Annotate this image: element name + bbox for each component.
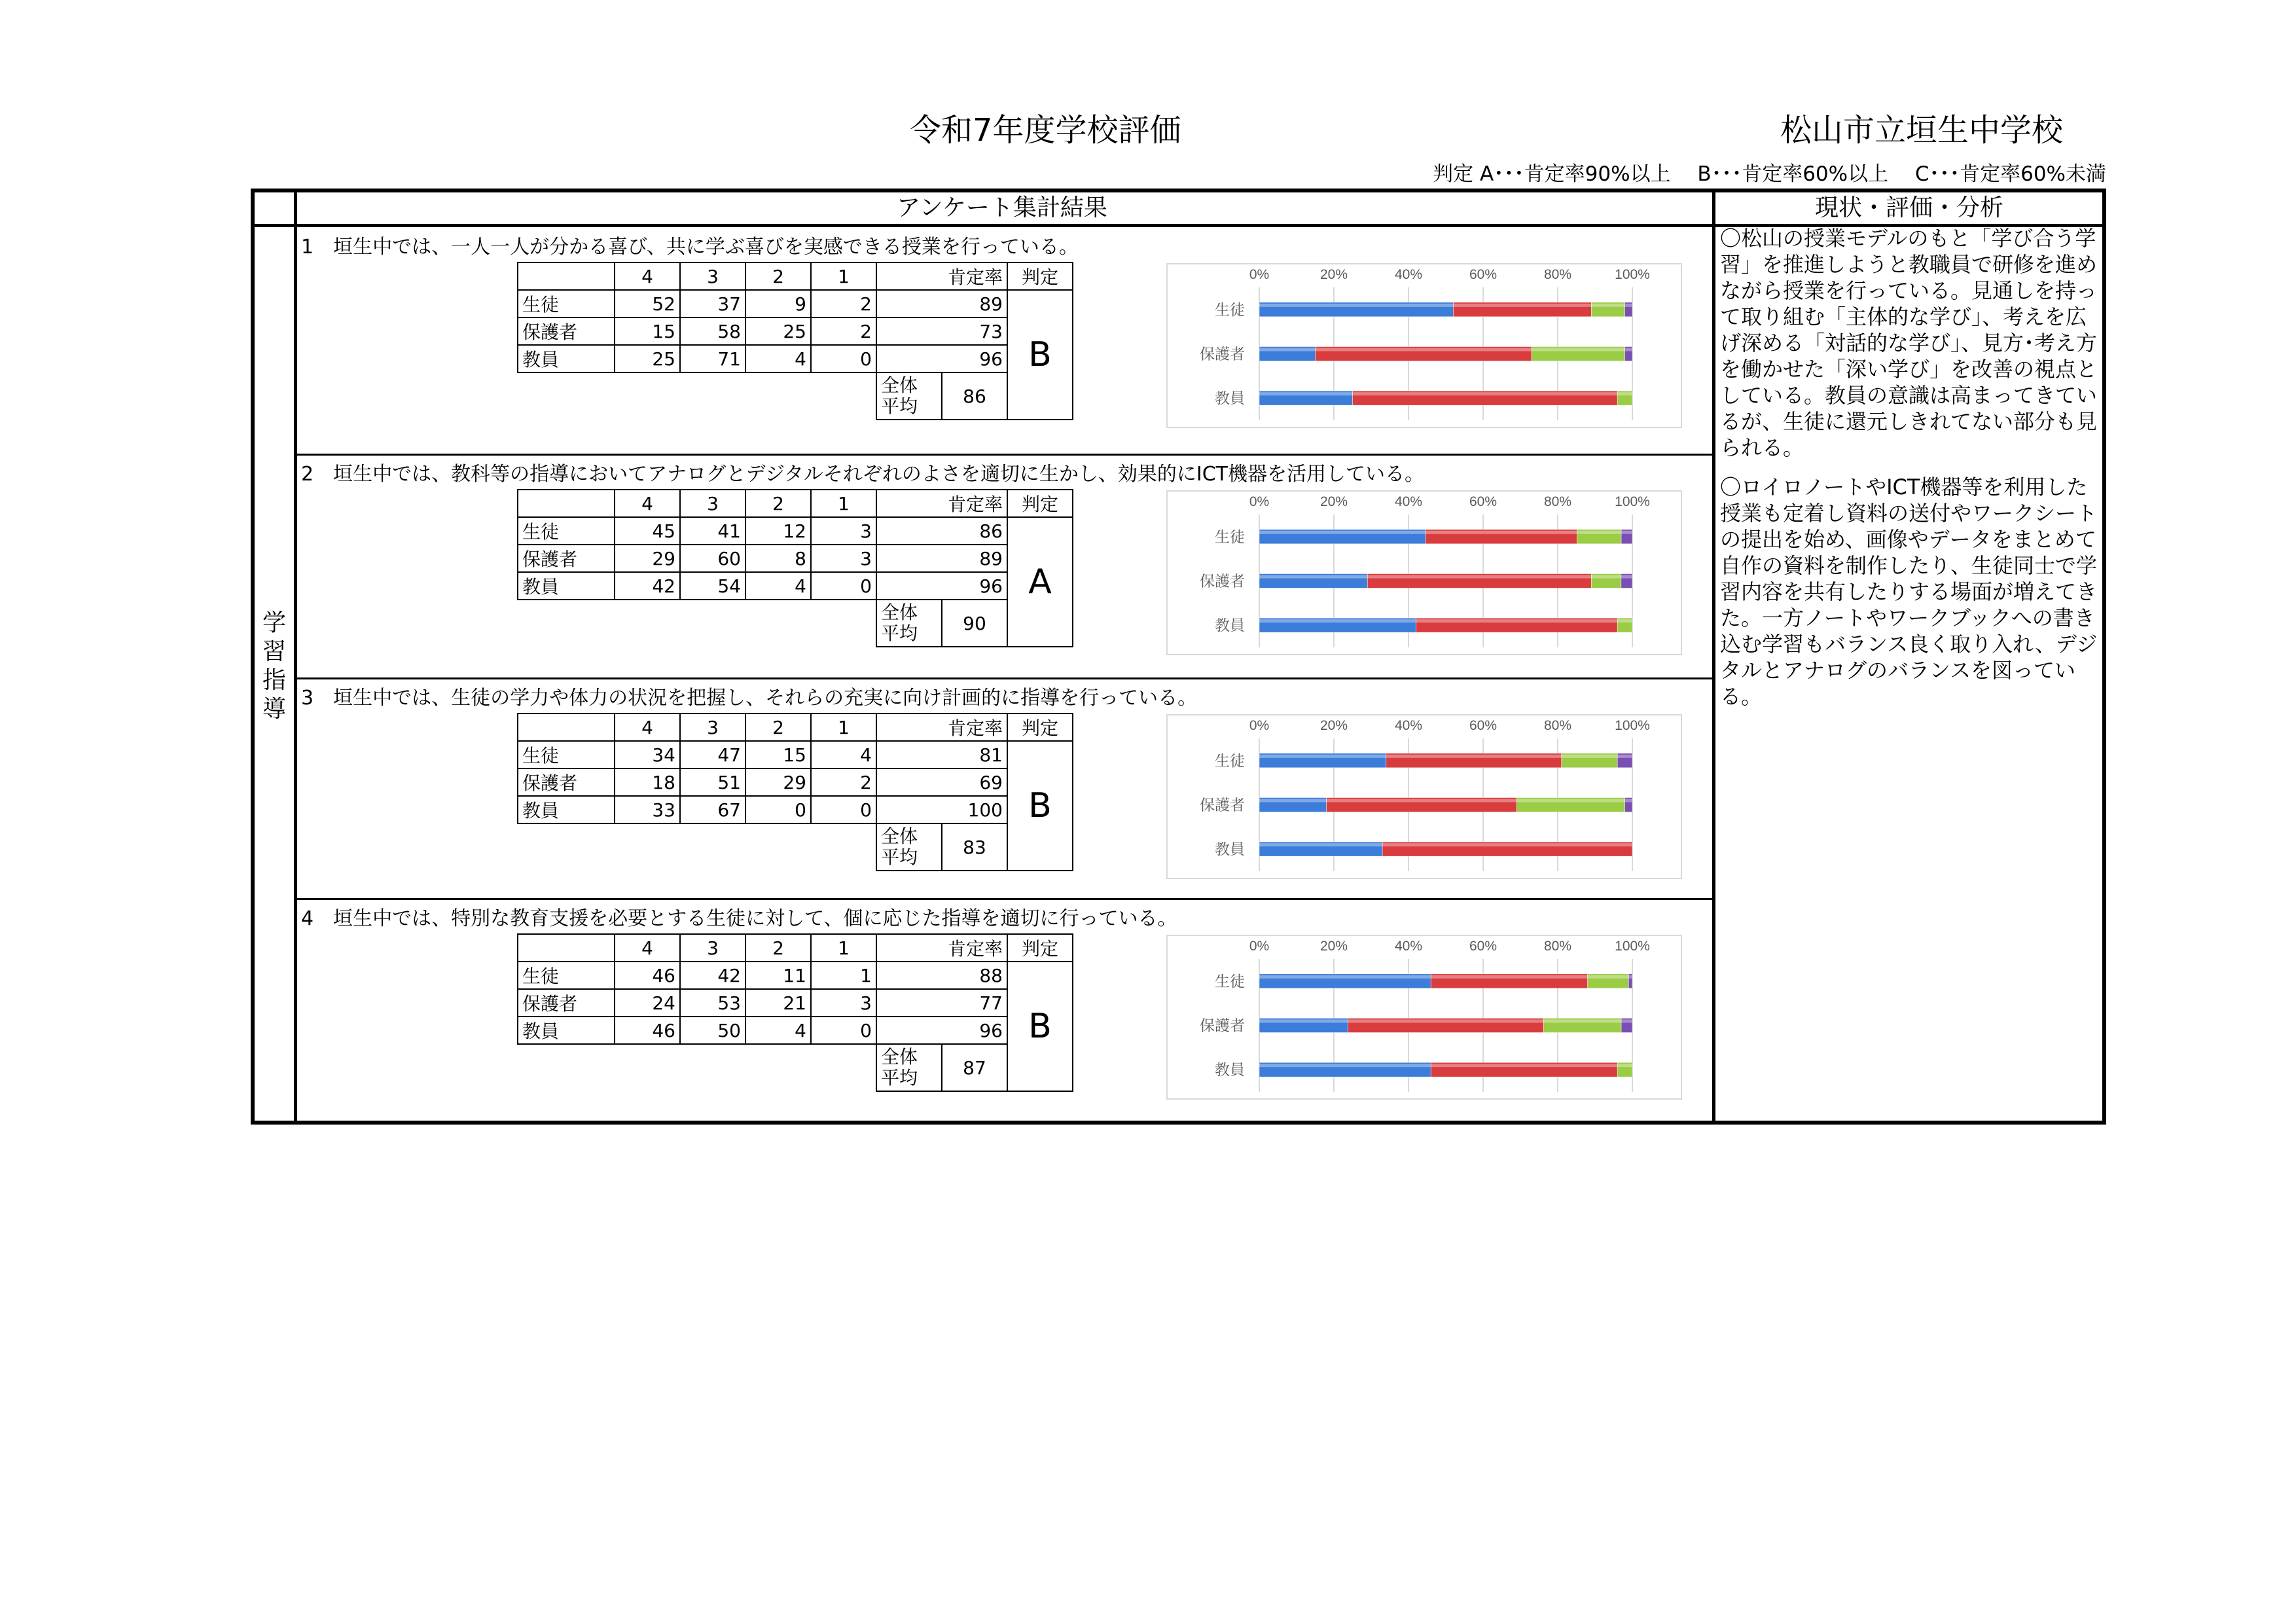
- score-cell: 37: [680, 290, 745, 317]
- average-label-line: 全体: [881, 374, 918, 396]
- category-label-text: [254, 609, 295, 724]
- empty-cell: [876, 796, 942, 823]
- score-cell: 12: [745, 517, 811, 545]
- score-header: 3: [680, 490, 745, 517]
- empty-cell: [876, 572, 942, 600]
- rate-cell: 89: [942, 545, 1007, 572]
- respondent-label: 教員: [518, 572, 615, 600]
- chart-svg: [1168, 715, 1683, 880]
- category-char: 習: [262, 638, 286, 665]
- x-tick-label: 0%: [1249, 267, 1270, 282]
- respondent-label: 生徒: [518, 290, 615, 317]
- bar-highlight: [1617, 1064, 1632, 1067]
- table-row: [518, 962, 1073, 989]
- score-cell: 4: [745, 572, 811, 600]
- x-tick-label: 80%: [1543, 494, 1572, 509]
- bar-highlight: [1625, 304, 1632, 307]
- score-cell: 2: [811, 290, 876, 317]
- table-row: [518, 768, 1073, 796]
- x-tick-label: 100%: [1615, 718, 1650, 733]
- category-label: 保護者: [1200, 573, 1245, 590]
- x-tick-label: 60%: [1469, 939, 1498, 954]
- average-value: 90: [942, 600, 1007, 647]
- bar-highlight: [1591, 575, 1621, 579]
- x-tick-label: 100%: [1615, 939, 1650, 954]
- category-label: 教員: [1215, 1062, 1245, 1079]
- category-label: 保護者: [1200, 1017, 1245, 1035]
- bar-highlight: [1259, 1020, 1348, 1023]
- score-cell: 18: [615, 768, 680, 796]
- table-row: [518, 1017, 1073, 1044]
- respondent-label: 保護者: [518, 768, 615, 796]
- score-header: 1: [811, 262, 876, 290]
- x-tick-label: 40%: [1394, 939, 1423, 954]
- x-tick-label: 80%: [1543, 267, 1572, 282]
- average-label: [876, 372, 942, 420]
- score-header: 2: [745, 934, 811, 962]
- score-cell: 58: [680, 317, 745, 345]
- score-cell: 15: [745, 741, 811, 768]
- score-cell: 42: [680, 962, 745, 989]
- survey-results-header: アンケート集計結果: [897, 194, 1107, 221]
- average-label-line: 平均: [881, 846, 918, 868]
- score-cell: 33: [615, 796, 680, 823]
- table-row: [518, 989, 1073, 1017]
- x-tick-label: 0%: [1249, 494, 1270, 509]
- grade-cell: B: [1007, 962, 1073, 1091]
- score-cell: 3: [811, 545, 876, 572]
- score-cell: 50: [680, 1017, 745, 1044]
- empty-cell: [876, 262, 942, 290]
- empty-cell: [518, 823, 876, 871]
- x-tick-label: 60%: [1469, 494, 1498, 509]
- section-divider: [296, 677, 1713, 679]
- bar-highlight: [1259, 1064, 1431, 1067]
- empty-cell: [876, 490, 942, 517]
- score-cell: 46: [615, 962, 680, 989]
- x-tick-label: 80%: [1543, 939, 1572, 954]
- page-title: 令和7年度学校評価: [910, 112, 1181, 149]
- x-tick-label: 40%: [1394, 494, 1423, 509]
- bar-highlight: [1259, 755, 1386, 758]
- bar-highlight: [1259, 392, 1353, 395]
- rate-cell: 81: [942, 741, 1007, 768]
- rate-header: 肯定率: [942, 262, 1007, 290]
- bar-highlight: [1259, 975, 1431, 979]
- stats-header-row: [518, 490, 1073, 517]
- x-tick-label: 40%: [1394, 718, 1423, 733]
- empty-cell: [876, 741, 942, 768]
- average-value: 83: [942, 823, 1007, 871]
- bar-highlight: [1625, 348, 1632, 352]
- respondent-label: 生徒: [518, 741, 615, 768]
- category-label: 教員: [1215, 390, 1245, 408]
- average-label-line: 平均: [881, 1067, 918, 1089]
- score-cell: 52: [615, 290, 680, 317]
- respondent-label: 生徒: [518, 962, 615, 989]
- bar-highlight: [1617, 392, 1632, 395]
- empty-cell: [876, 989, 942, 1017]
- bar-highlight: [1259, 575, 1367, 579]
- category-label: 生徒: [1215, 301, 1245, 319]
- category-label: 保護者: [1200, 346, 1245, 363]
- grade-header: 判定: [1007, 713, 1073, 741]
- table-row: [518, 345, 1073, 372]
- average-label: [876, 823, 942, 871]
- bar-highlight: [1588, 975, 1629, 979]
- x-tick-label: 0%: [1249, 939, 1270, 954]
- stacked-bar-chart: [1166, 935, 1682, 1100]
- empty-cell: [518, 1044, 876, 1091]
- stacked-bar-chart: [1166, 263, 1682, 428]
- score-header: 2: [745, 262, 811, 290]
- rate-header: 肯定率: [942, 490, 1007, 517]
- category-label: 保護者: [1200, 797, 1245, 814]
- bar-highlight: [1259, 531, 1426, 534]
- bar-highlight: [1426, 531, 1577, 534]
- score-cell: 0: [811, 796, 876, 823]
- category-label: 生徒: [1215, 752, 1245, 770]
- bar-highlight: [1259, 799, 1327, 803]
- survey-section: [296, 901, 1713, 1117]
- table-row: [518, 545, 1073, 572]
- score-cell: 0: [811, 572, 876, 600]
- empty-cell: [518, 490, 615, 517]
- bar-highlight: [1577, 531, 1621, 534]
- bar-highlight: [1259, 348, 1316, 352]
- score-cell: 51: [680, 768, 745, 796]
- grade-cell: A: [1007, 517, 1073, 647]
- average-label-line: 平均: [881, 395, 918, 417]
- table-row: [518, 572, 1073, 600]
- stacked-bar-chart: [1166, 490, 1682, 655]
- score-cell: 54: [680, 572, 745, 600]
- x-tick-label: 20%: [1319, 718, 1348, 733]
- score-cell: 29: [615, 545, 680, 572]
- x-tick-label: 80%: [1543, 718, 1572, 733]
- category-label: [254, 609, 295, 724]
- score-cell: 15: [615, 317, 680, 345]
- score-header: 4: [615, 262, 680, 290]
- empty-cell: [518, 372, 876, 420]
- bar-highlight: [1431, 1064, 1617, 1067]
- empty-cell: [518, 713, 615, 741]
- score-cell: 25: [745, 317, 811, 345]
- survey-section: [296, 229, 1713, 445]
- table-row: [518, 517, 1073, 545]
- analysis-paragraph: 〇松山の授業モデルのもと「学び合う学習」を推進しようと教職員で研修を進めながら授業を行っている。見通しを持って取り組む「主体的な学び」、考えを広げ深める「対話的な学び」、見方･考え方を働かせた「深い学び」を改善の視点としている。教員の意識は高まってきているが、生徒に還元しきれてない部分も見られる。: [1720, 226, 2098, 460]
- bar-highlight: [1621, 531, 1632, 534]
- rate-header: 肯定率: [942, 934, 1007, 962]
- stats-table: [517, 933, 1073, 1092]
- score-cell: 1: [811, 962, 876, 989]
- category-label: 教員: [1215, 841, 1245, 859]
- bar-highlight: [1259, 843, 1382, 846]
- rate-cell: 96: [942, 572, 1007, 600]
- bar-highlight: [1453, 304, 1591, 307]
- bar-highlight: [1259, 619, 1416, 623]
- chart-svg: [1168, 936, 1683, 1101]
- respondent-label: 教員: [518, 345, 615, 372]
- stacked-bar-chart: [1166, 714, 1682, 879]
- score-cell: 8: [745, 545, 811, 572]
- score-header: 1: [811, 934, 876, 962]
- empty-cell: [876, 345, 942, 372]
- average-value: 87: [942, 1044, 1007, 1091]
- score-header: 3: [680, 934, 745, 962]
- empty-cell: [876, 1017, 942, 1044]
- empty-cell: [876, 517, 942, 545]
- question-text: 2 垣生中では、教科等の指導においてアナログとデジタルそれぞれのよさを適切に生かし、効果的にICT機器を活用している。: [301, 463, 1425, 486]
- x-tick-label: 20%: [1319, 267, 1348, 282]
- table-row: [518, 317, 1073, 345]
- score-cell: 9: [745, 290, 811, 317]
- empty-cell: [876, 768, 942, 796]
- bar-highlight: [1353, 392, 1618, 395]
- grade-cell: B: [1007, 741, 1073, 871]
- bar-highlight: [1386, 755, 1562, 758]
- average-row: [518, 600, 1073, 647]
- chart-svg: [1168, 492, 1683, 657]
- category-char: 導: [262, 696, 286, 723]
- survey-section: [296, 456, 1713, 672]
- average-label-line: 平均: [881, 623, 918, 644]
- school-name: 松山市立垣生中学校: [1780, 112, 2064, 149]
- survey-section: [296, 680, 1713, 896]
- average-value: 86: [942, 372, 1007, 420]
- empty-cell: [518, 934, 615, 962]
- empty-cell: [518, 600, 876, 647]
- score-cell: 21: [745, 989, 811, 1017]
- stats-table: [517, 713, 1073, 871]
- bar-highlight: [1348, 1020, 1543, 1023]
- table-row: [518, 796, 1073, 823]
- category-label: 教員: [1215, 617, 1245, 635]
- score-header: 2: [745, 490, 811, 517]
- score-cell: 3: [811, 989, 876, 1017]
- rate-cell: 100: [942, 796, 1007, 823]
- score-cell: 4: [745, 1017, 811, 1044]
- stats-header-row: [518, 934, 1073, 962]
- bar-highlight: [1532, 348, 1625, 352]
- rate-cell: 73: [942, 317, 1007, 345]
- score-cell: 11: [745, 962, 811, 989]
- respondent-label: 保護者: [518, 317, 615, 345]
- rate-cell: 77: [942, 989, 1007, 1017]
- category-label: 生徒: [1215, 973, 1245, 990]
- table-row: [518, 290, 1073, 317]
- score-cell: 47: [680, 741, 745, 768]
- score-cell: 53: [680, 989, 745, 1017]
- stats-header-row: [518, 262, 1073, 290]
- grade-header: 判定: [1007, 262, 1073, 290]
- score-header: 3: [680, 262, 745, 290]
- average-label-line: 全体: [881, 825, 918, 847]
- category-char: 学: [262, 609, 286, 636]
- question-text: 3 垣生中では、生徒の学力や体力の状況を把握し、それらの充実に向け計画的に指導を行っている。: [301, 687, 1198, 710]
- bar-highlight: [1621, 575, 1632, 579]
- analysis-header: 現状・評価・分析: [1814, 194, 2003, 221]
- analysis-text: [1720, 225, 2103, 723]
- empty-cell: [518, 262, 615, 290]
- analysis-paragraph: 〇ロイロノートやICT機器等を利用した授業も定着し資料の送付やワークシートの提出を始め、画像やデータをまとめて自作の資料を制作したり、生徒同士で学習内容を共有したりする場面が増えてきた。一方ノートやワークブックへの書き込む学習もバランス良く取り入れ、デジタルとアナログのバランスを図っている。: [1720, 475, 2098, 709]
- empty-cell: [876, 962, 942, 989]
- score-cell: 41: [680, 517, 745, 545]
- question-text: 4 垣生中では、特別な教育支援を必要とする生徒に対して、個に応じた指導を適切に行っている。: [301, 907, 1177, 930]
- bar-highlight: [1544, 1020, 1622, 1023]
- rate-cell: 96: [942, 345, 1007, 372]
- score-cell: 24: [615, 989, 680, 1017]
- bar-highlight: [1367, 575, 1591, 579]
- average-label-line: 全体: [881, 1046, 918, 1068]
- section-divider: [296, 898, 1713, 900]
- stats-table: [517, 489, 1073, 647]
- score-cell: 60: [680, 545, 745, 572]
- empty-cell: [876, 934, 942, 962]
- score-cell: 67: [680, 796, 745, 823]
- x-tick-label: 100%: [1615, 267, 1650, 282]
- x-tick-label: 60%: [1469, 267, 1498, 282]
- score-cell: 0: [745, 796, 811, 823]
- score-cell: 34: [615, 741, 680, 768]
- average-label-line: 全体: [881, 602, 918, 623]
- respondent-label: 教員: [518, 796, 615, 823]
- respondent-label: 保護者: [518, 989, 615, 1017]
- score-cell: 29: [745, 768, 811, 796]
- score-cell: 0: [811, 345, 876, 372]
- respondent-label: 保護者: [518, 545, 615, 572]
- score-cell: 25: [615, 345, 680, 372]
- bar-highlight: [1591, 304, 1624, 307]
- score-header: 1: [811, 713, 876, 741]
- rate-cell: 96: [942, 1017, 1007, 1044]
- bar-highlight: [1617, 755, 1632, 758]
- grade-header: 判定: [1007, 934, 1073, 962]
- bar-highlight: [1562, 755, 1618, 758]
- category-char: 指: [262, 667, 286, 694]
- score-header: 4: [615, 713, 680, 741]
- bar-highlight: [1628, 975, 1632, 979]
- bar-highlight: [1259, 304, 1453, 307]
- stats-table: [517, 262, 1073, 420]
- score-cell: 71: [680, 345, 745, 372]
- score-cell: 4: [811, 741, 876, 768]
- respondent-label: 教員: [518, 1017, 615, 1044]
- rate-cell: 86: [942, 517, 1007, 545]
- bar-highlight: [1516, 799, 1624, 803]
- score-cell: 42: [615, 572, 680, 600]
- score-cell: 46: [615, 1017, 680, 1044]
- rate-header: 肯定率: [942, 713, 1007, 741]
- average-row: [518, 1044, 1073, 1091]
- x-tick-label: 0%: [1249, 718, 1270, 733]
- bar-highlight: [1625, 799, 1632, 803]
- average-label: [876, 600, 942, 647]
- score-cell: 2: [811, 317, 876, 345]
- score-cell: 0: [811, 1017, 876, 1044]
- question-text: 1 垣生中では、一人一人が分かる喜び、共に学ぶ喜びを実感できる授業を行っている。: [301, 236, 1079, 259]
- score-header: 2: [745, 713, 811, 741]
- score-cell: 3: [811, 517, 876, 545]
- bar-highlight: [1431, 975, 1587, 979]
- score-cell: 4: [745, 345, 811, 372]
- score-cell: 45: [615, 517, 680, 545]
- chart-svg: [1168, 264, 1683, 429]
- grade-cell: B: [1007, 290, 1073, 420]
- x-tick-label: 60%: [1469, 718, 1498, 733]
- x-tick-label: 20%: [1319, 939, 1348, 954]
- score-cell: 2: [811, 768, 876, 796]
- empty-cell: [876, 317, 942, 345]
- score-header: 4: [615, 934, 680, 962]
- bar-highlight: [1327, 799, 1517, 803]
- rate-cell: 89: [942, 290, 1007, 317]
- bar-highlight: [1316, 348, 1532, 352]
- x-tick-label: 40%: [1394, 267, 1423, 282]
- stats-header-row: [518, 713, 1073, 741]
- bar-highlight: [1416, 619, 1617, 623]
- empty-cell: [876, 290, 942, 317]
- bar-highlight: [1617, 619, 1632, 623]
- bar-highlight: [1621, 1020, 1632, 1023]
- score-header: 1: [811, 490, 876, 517]
- average-label: [876, 1044, 942, 1091]
- table-row: [518, 741, 1073, 768]
- empty-cell: [876, 713, 942, 741]
- category-label: 生徒: [1215, 528, 1245, 546]
- rate-cell: 88: [942, 962, 1007, 989]
- bar-highlight: [1382, 843, 1632, 846]
- average-row: [518, 372, 1073, 420]
- x-tick-label: 20%: [1319, 494, 1348, 509]
- x-tick-label: 100%: [1615, 494, 1650, 509]
- score-header: 3: [680, 713, 745, 741]
- empty-cell: [876, 545, 942, 572]
- respondent-label: 生徒: [518, 517, 615, 545]
- grade-legend: 判定 A･･･肯定率90%以上 B･･･肯定率60%以上 C･･･肯定率60%未満: [1433, 162, 2106, 186]
- average-row: [518, 823, 1073, 871]
- rate-cell: 69: [942, 768, 1007, 796]
- section-divider: [296, 454, 1713, 456]
- grade-header: 判定: [1007, 490, 1073, 517]
- score-header: 4: [615, 490, 680, 517]
